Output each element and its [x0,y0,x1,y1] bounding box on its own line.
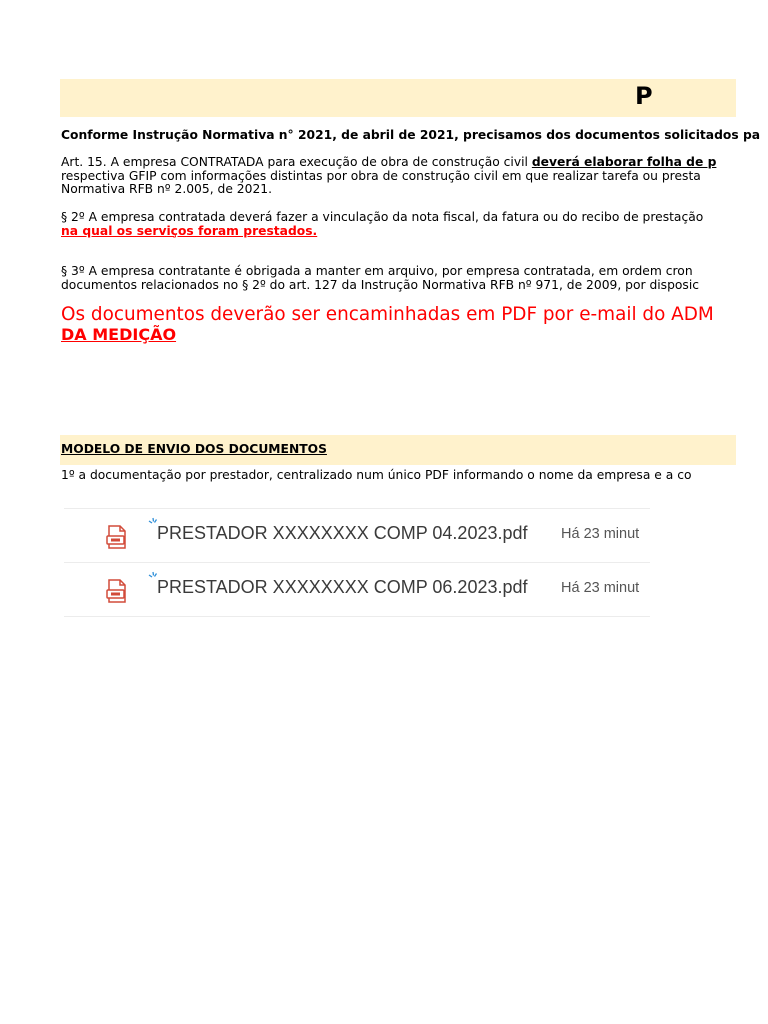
article-15-line-3: Normativa RFB nº 2.005, de 2021. [61,182,272,197]
paragraph-3-line-2: documentos relacionados no § 2º do art. 127 da Instrução Normativa RFB nº 971, de 2009, por disposic [61,277,700,292]
article-15-line-1: Art. 15. A empresa CONTRATADA para execução de obra de construção civil deverá elaborar folha de p [61,155,717,169]
article-15-line-2: respectiva GFIP com informações distintas por obra de construção civil em que realizar tarefa ou presta [61,168,701,183]
paragraph-3 [61,264,700,292]
pdf-file-icon [106,579,128,603]
file-modified-time: Há 23 minut [561,580,640,596]
paragraph-2-line-1: § 2º A empresa contratada deverá fazer a vinculação da nota fiscal, da fatura ou do recibo de prestação [61,210,704,224]
file-name[interactable]: PRESTADOR XXXXXXXX COMP 04.2023.pdf [157,523,528,543]
paragraph-3-line-1: § 3º A empresa contratante é obrigada a manter em arquivo, por empresa contratada, em ordem cron [61,264,693,278]
page-title: P [635,82,653,110]
paragraph-2 [61,210,704,238]
notice-line-2: DA MEDIÇÃO [61,325,177,344]
file-list [64,508,650,616]
file-row[interactable] [64,508,650,562]
title-band [60,79,736,117]
article-15-paragraph [61,155,717,197]
model-band [60,435,736,465]
intro-text: Conforme Instrução Normativa n° 2021, de abril de 2021, precisamos dos documentos solicitados pa [61,128,761,142]
file-name[interactable]: PRESTADOR XXXXXXXX COMP 06.2023.pdf [157,577,528,597]
article-15-emphasis: deverá elaborar folha de p [531,155,717,169]
file-modified-time: Há 23 minut [561,526,640,542]
notice-line-1: Os documentos deverão ser encaminhadas em PDF por e-mail do ADM [61,304,714,325]
file-row[interactable] [64,562,650,617]
model-description: 1º a documentação por prestador, centralizado num único PDF informando o nome da empresa e a co [61,468,692,482]
paragraph-2-emphasis: na qual os serviços foram prestados. [61,223,318,238]
model-title: MODELO DE ENVIO DOS DOCUMENTOS [61,442,327,456]
pdf-file-icon [106,525,128,549]
